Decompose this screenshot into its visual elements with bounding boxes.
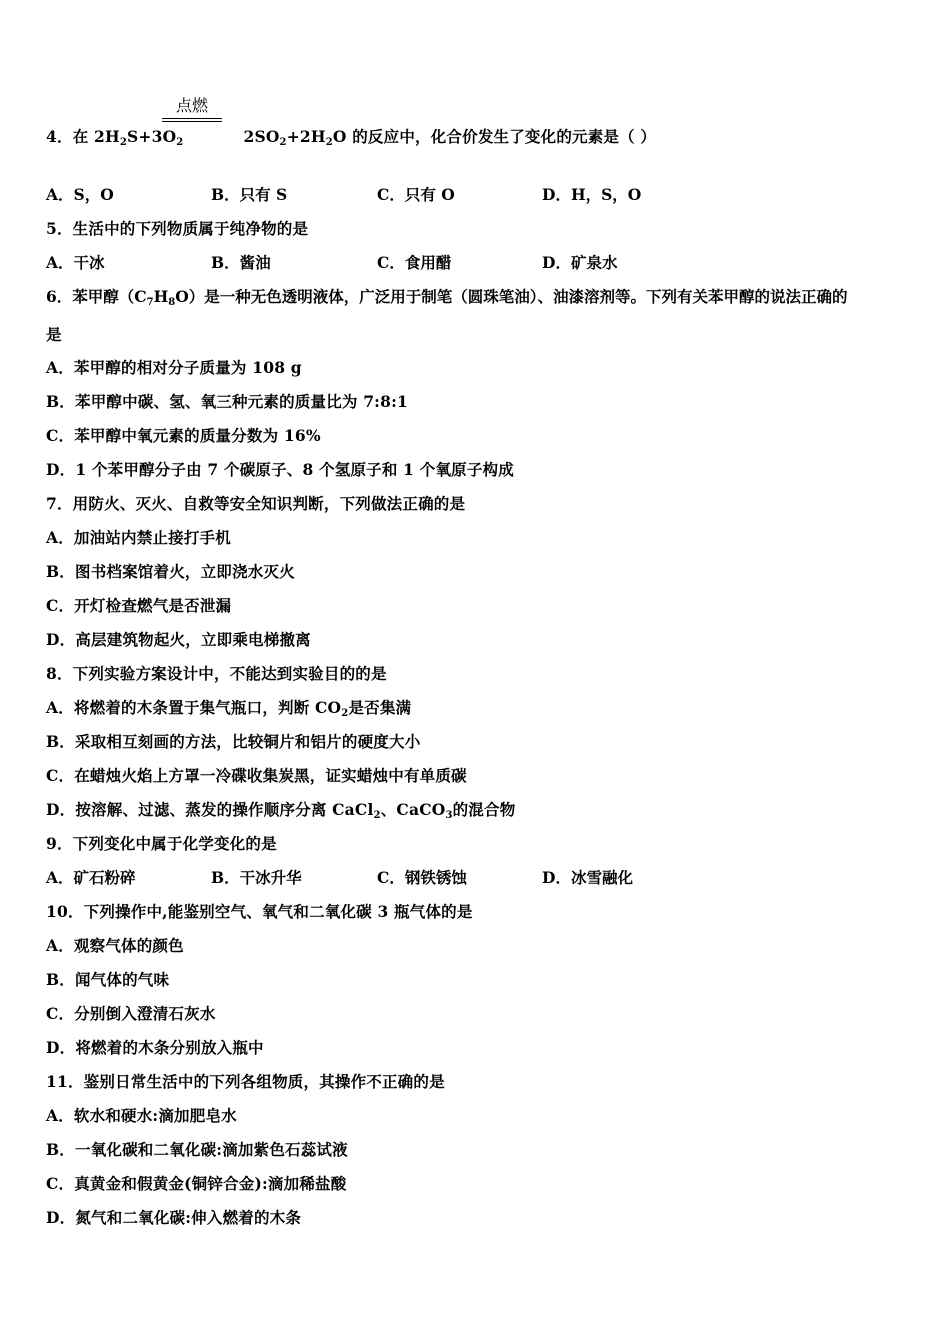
option-text: A．将燃着的木条置于集气瓶口，判断 CO <box>46 698 342 717</box>
option-a[interactable]: A．软水和硬水:滴加肥皂水 <box>46 1106 237 1125</box>
option-c[interactable]: C．真黄金和假黄金(铜锌合金):滴加稀盐酸 <box>46 1174 347 1193</box>
option-text: 、CaCO <box>380 800 446 819</box>
option-b[interactable]: B．苯甲醇中碳、氢、氧三种元素的质量比为 7:8:1 <box>46 392 408 411</box>
option-c[interactable]: C．分别倒入澄清石灰水 <box>46 1004 216 1023</box>
option-d[interactable]: D．1 个苯甲醇分子由 7 个碳原子、8 个氢原子和 1 个氧原子构成 <box>46 460 514 479</box>
subscript: 2 <box>341 708 349 719</box>
subscript: 8 <box>168 297 176 308</box>
option-c[interactable]: C．钢铁锈蚀 <box>377 868 467 887</box>
option-a[interactable]: A．矿石粉碎 <box>46 868 136 887</box>
option-c[interactable]: C．苯甲醇中氧元素的质量分数为 16% <box>46 426 321 445</box>
option-text: 的混合物 <box>452 800 516 819</box>
equation-text: 2SO <box>243 127 280 146</box>
question-6 <box>46 287 847 307</box>
option-d[interactable]: D．高层建筑物起火，立即乘电梯撤离 <box>46 630 311 649</box>
option-text: D．按溶解、过滤、蒸发的操作顺序分离 CaCl <box>46 800 374 819</box>
option-d[interactable]: D．冰雪融化 <box>542 868 633 887</box>
option-d[interactable]: D．H，S，O <box>542 185 642 204</box>
equation-text: 在 2H <box>72 127 120 146</box>
option-b[interactable]: B．采取相互刻画的方法，比较铜片和铝片的硬度大小 <box>46 732 421 751</box>
condition-label: 点燃 <box>175 96 208 115</box>
option-c[interactable]: C．在蜡烛火焰上方罩一冷碟收集炭黑，证实蜡烛中有单质碳 <box>46 766 467 785</box>
option-c[interactable]: C．食用醋 <box>377 253 452 272</box>
option-b[interactable]: B．酱油 <box>211 253 271 272</box>
option-b[interactable]: B．只有 S <box>211 185 288 204</box>
question-text: O 的反应中，化合价发生了变化的元素是（ ） <box>332 127 657 146</box>
question-text: O）是一种无色透明液体，广泛用于制笔（圆珠笔油）、油漆溶剂等。下列有关苯甲醇的说法正确的 <box>175 287 848 306</box>
subscript: 2 <box>119 137 127 148</box>
equals-bar-top <box>162 118 222 119</box>
option-b[interactable]: B．图书档案馆着火，立即浇水灭火 <box>46 562 295 581</box>
option-b[interactable]: B．一氧化碳和二氧化碳:滴加紫色石蕊试液 <box>46 1140 348 1159</box>
option-d[interactable]: D．将燃着的木条分别放入瓶中 <box>46 1038 264 1057</box>
question-8: 8．下列实验方案设计中，不能达到实验目的的是 <box>46 664 387 683</box>
question-9: 9．下列变化中属于化学变化的是 <box>46 834 277 853</box>
option-a[interactable]: A．加油站内禁止接打手机 <box>46 528 231 547</box>
subscript: 7 <box>146 297 154 308</box>
option-b[interactable]: B．干冰升华 <box>211 868 302 887</box>
question-text: H <box>153 287 169 306</box>
question-7: 7．用防火、灭火、自救等安全知识判断，下列做法正确的是 <box>46 494 466 513</box>
equation-text: S+3O <box>127 127 177 146</box>
option-d[interactable] <box>46 800 515 820</box>
option-d[interactable]: D．矿泉水 <box>542 253 618 272</box>
option-a[interactable]: A．观察气体的颜色 <box>46 936 184 955</box>
subscript: 2 <box>176 137 184 148</box>
option-a[interactable] <box>46 698 411 718</box>
question-4 <box>46 127 656 147</box>
option-a[interactable]: A．干冰 <box>46 253 105 272</box>
subscript: 2 <box>279 137 287 148</box>
subscript: 3 <box>445 810 453 821</box>
option-b[interactable]: B．闻气体的气味 <box>46 970 170 989</box>
question-text: 6．苯甲醇（C <box>46 287 147 306</box>
equals-bar-bottom <box>162 121 222 122</box>
option-a[interactable]: A．S，O <box>46 185 114 204</box>
subscript: 2 <box>373 810 381 821</box>
question-5: 5．生活中的下列物质属于纯净物的是 <box>46 219 309 238</box>
option-c[interactable]: C．开灯检查燃气是否泄漏 <box>46 596 232 615</box>
question-11: 11．鉴别日常生活中的下列各组物质，其操作不正确的是 <box>46 1072 445 1091</box>
question-6-continued: 是 <box>46 325 62 344</box>
option-text: 是否集满 <box>348 698 412 717</box>
question-number: 4． <box>46 127 73 146</box>
question-10: 10．下列操作中,能鉴别空气、氧气和二氧化碳 3 瓶气体的是 <box>46 902 473 921</box>
subscript: 2 <box>325 137 333 148</box>
reaction-condition <box>162 96 222 122</box>
option-a[interactable]: A．苯甲醇的相对分子质量为 108 g <box>46 358 302 377</box>
option-d[interactable]: D．氮气和二氧化碳:伸入燃着的木条 <box>46 1208 302 1227</box>
equation-text: +2H <box>286 127 326 146</box>
option-c[interactable]: C．只有 O <box>377 185 455 204</box>
